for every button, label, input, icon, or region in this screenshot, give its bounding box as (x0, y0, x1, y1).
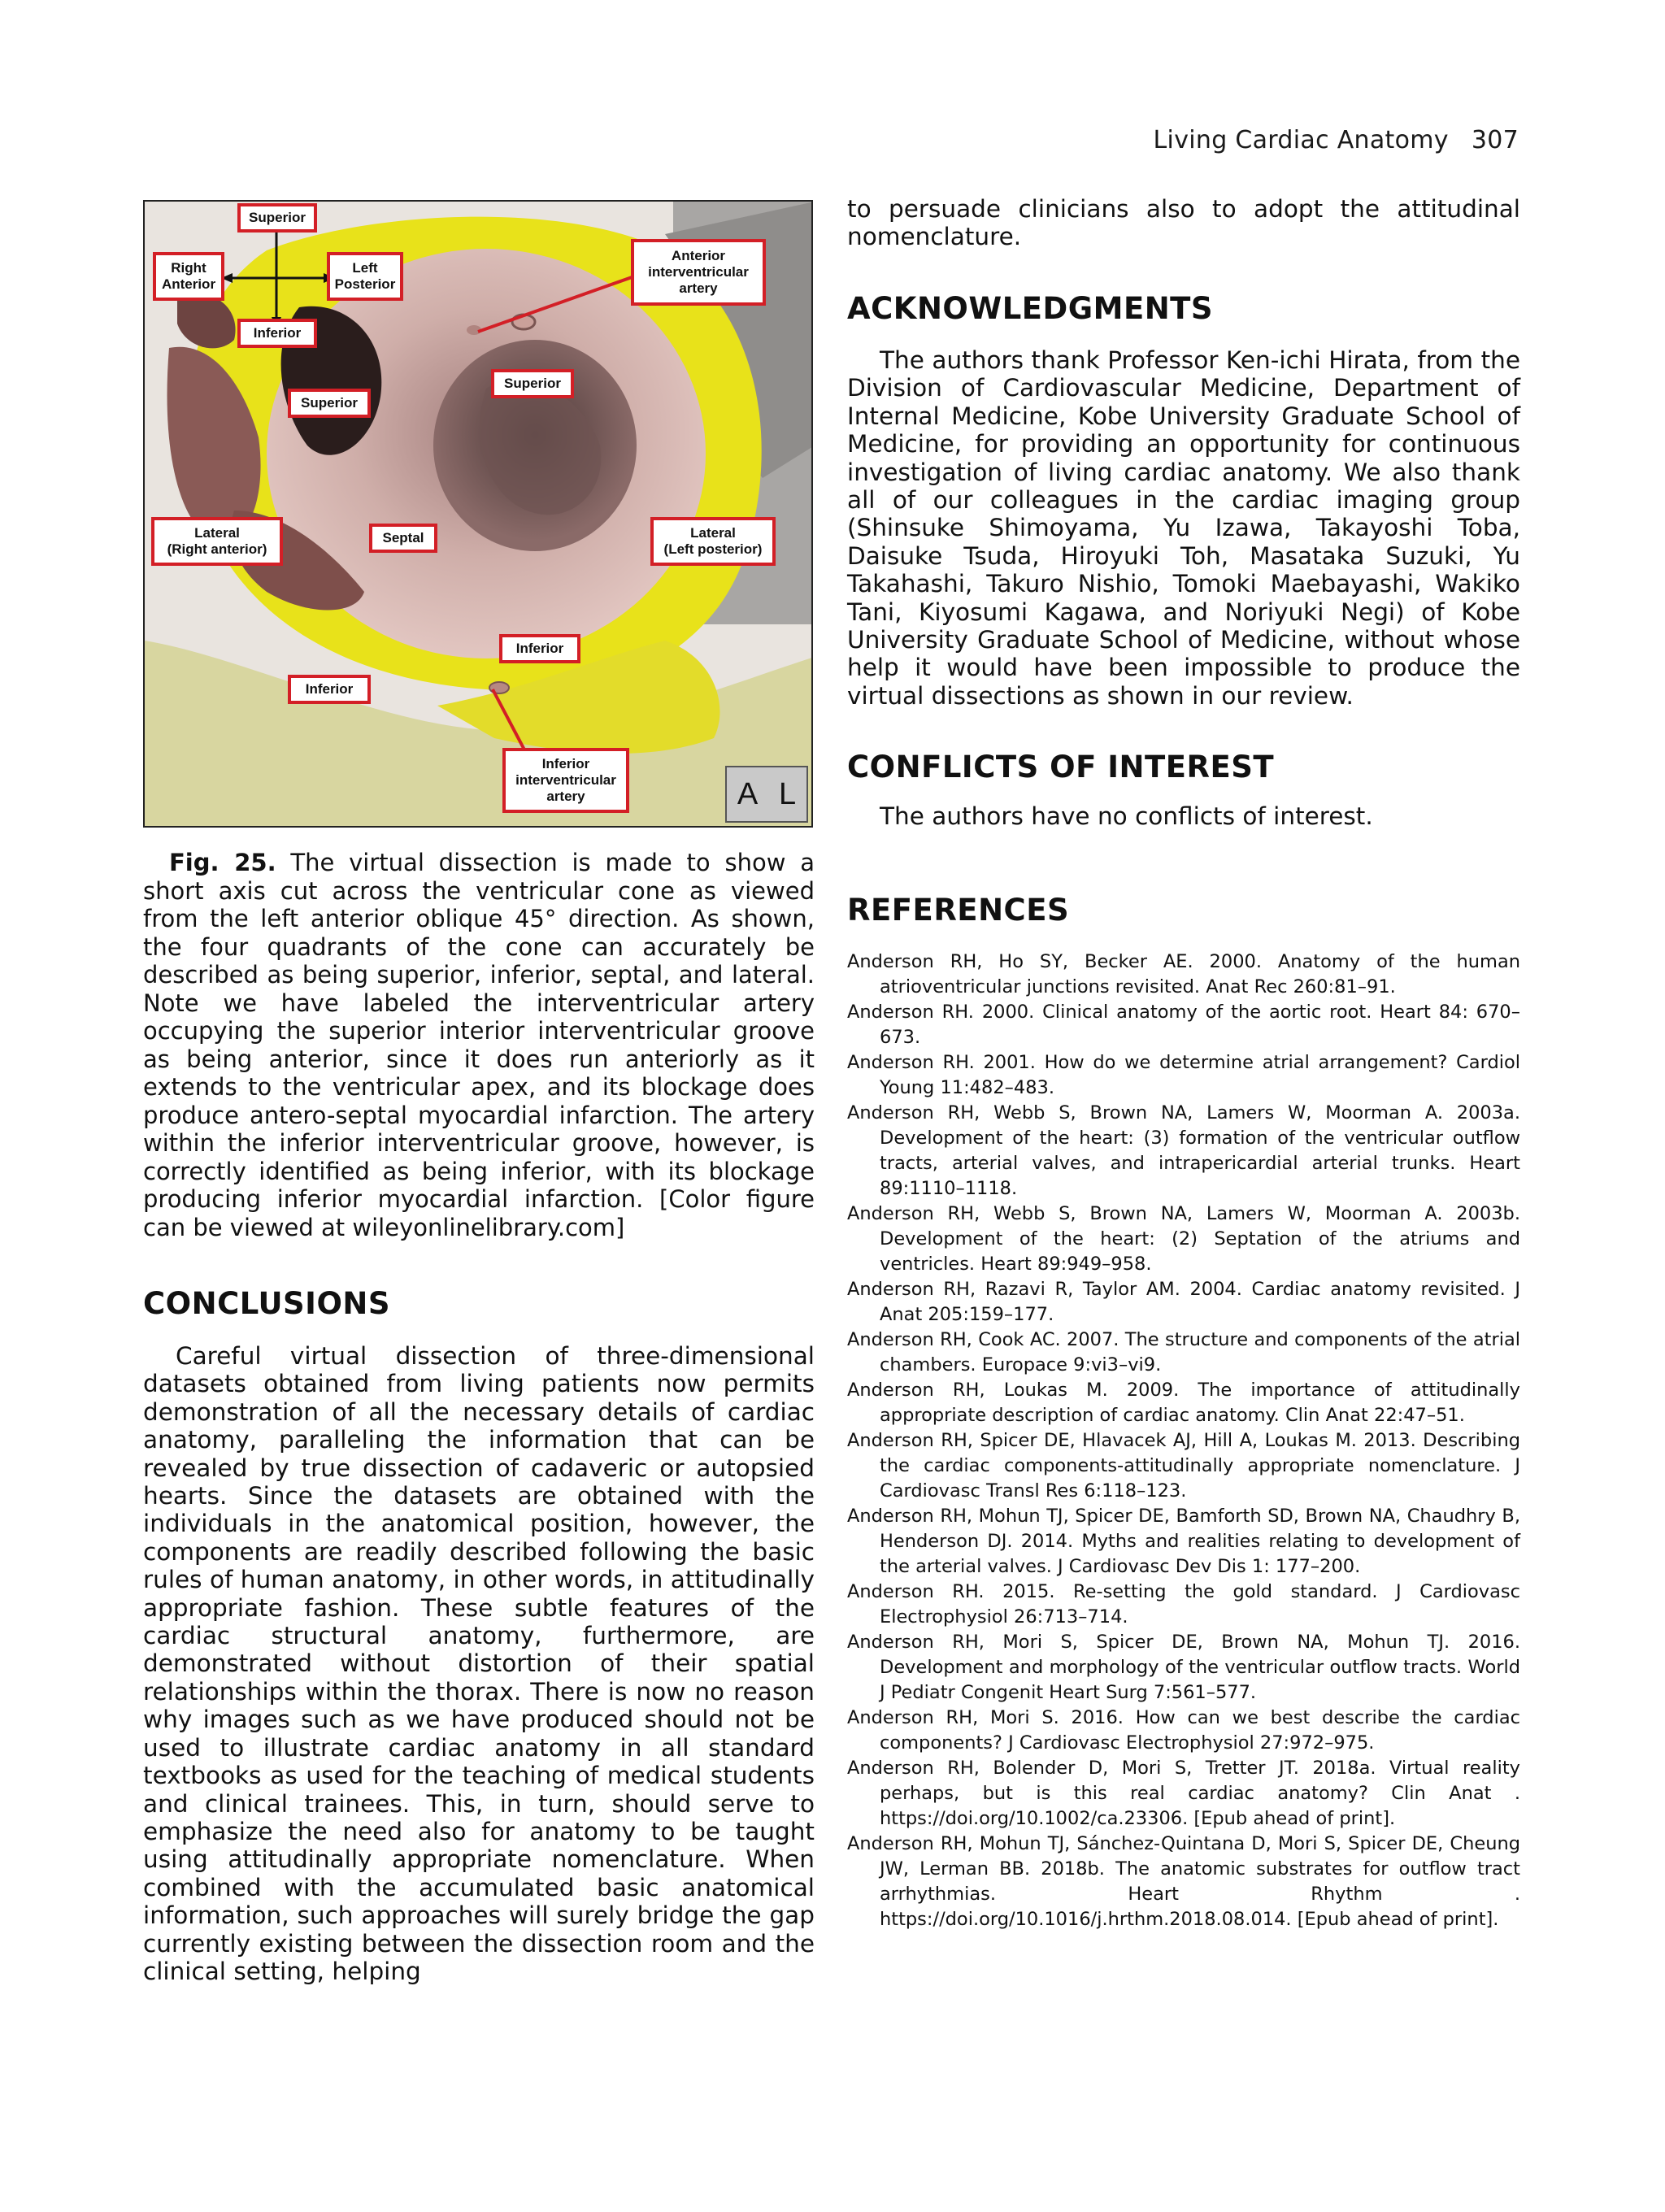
figure-caption (143, 849, 815, 1241)
reference-item: Anderson RH. 2015. Re-setting the gold standard. J Cardiovasc Electrophysiol 26:713–714. (847, 1581, 1520, 1627)
orientation-anterior: A (737, 776, 759, 811)
label-superior-compass: Superior (237, 203, 317, 232)
figure-caption-label: Fig. 25. (169, 849, 276, 876)
label-superior-mid: Superior (491, 369, 574, 398)
reference-item: Anderson RH, Mohun TJ, Spicer DE, Bamforth SD, Brown NA, Chaudhry B, Henderson DJ. 2014. Myths and realities relating to development of the arterial valves. J Cardiovasc Dev Dis 1: 177–200. (847, 1506, 1520, 1577)
reference-item: Anderson RH. 2001. How do we determine atrial arrangement? Cardiol Young 11:482–483. (847, 1052, 1520, 1098)
reference-item: Anderson RH, Razavi R, Taylor AM. 2004. Cardiac anatomy revisited. J Anat 205:159–177. (847, 1279, 1520, 1325)
references-heading: REFERENCES (847, 893, 1070, 928)
label-inferior-left: Inferior (288, 675, 371, 704)
conclusions-continuation: to persuade clinicians also to adopt the attitudinal nomenclature. (847, 195, 1520, 251)
label-lateral-left-posterior: Lateral (Left posterior) (650, 517, 776, 566)
conflicts-text: The authors have no conflicts of interest. (880, 802, 1373, 830)
acknowledgments-heading: ACKNOWLEDGMENTS (847, 291, 1214, 326)
reference-item: Anderson RH, Webb S, Brown NA, Lamers W, Moorman A. 2003a. Development of the heart: (3) formation of the ventricular outflow tracts, arterial valves, and intrapericardial arterial trunks. Heart 89:1110–1118. (847, 1102, 1520, 1199)
acknowledgments-text: The authors thank Professor Ken-ichi Hirata, from the Division of Cardiovascular Medicine, Department of Internal Medicine, Kobe University Graduate School of Medicine, for providing an opportunity for continuous investigation of living cardiac anatomy. We also thank all of our colleagues in the cardiac imaging group (Shinsuke Shimoyama, Yu Izawa, Takayoshi Toba, Daisuke Tsuda, Hiroyuki Toh, Masataka Suzuki, Yu Takahashi, Takuro Nishio, Tomoki Maebayashi, Wakiko Tani, Kiyosumi Kagawa, and Noriyuki Negi) of Kobe University Graduate School of Medicine, without whose help it would have been impossible to produce the virtual dissections as shown in our review. (847, 346, 1520, 710)
label-superior-left: Superior (288, 389, 371, 418)
reference-list (847, 950, 1520, 1932)
label-lateral-right-anterior: Lateral (Right anterior) (151, 517, 283, 566)
figure-25-image (143, 200, 813, 828)
reference-item: Anderson RH, Mori S. 2016. How can we best describe the cardiac components? J Cardiovasc Electrophysiol 27:972–975. (847, 1707, 1520, 1754)
orientation-left: L (778, 776, 797, 811)
label-anterior-interventricular-artery: Anterior interventricular artery (631, 239, 766, 306)
reference-item: Anderson RH, Webb S, Brown NA, Lamers W, Moorman A. 2003b. Development of the heart: (2) Septation of the atriums and ventricles. Heart 89:949–958. (847, 1203, 1520, 1275)
reference-item: Anderson RH, Loukas M. 2009. The importance of attitudinally appropriate description of cardiac anatomy. Clin Anat 22:47–51. (847, 1380, 1520, 1426)
reference-item: Anderson RH, Spicer DE, Hlavacek AJ, Hill A, Loukas M. 2013. Describing the cardiac components-attitudinally appropriate nomenclature. J Cardiovasc Transl Res 6:118–123. (847, 1430, 1520, 1501)
conflicts-heading: CONFLICTS OF INTEREST (847, 750, 1275, 784)
reference-item: Anderson RH, Mohun TJ, Sánchez-Quintana D, Mori S, Spicer DE, Cheung JW, Lerman BB. 2018b. The anatomic substrates for outflow tract arrhythmias. Heart Rhythm . https://doi.org/10.1016/j.hrthm.2018.08.014. [Epub ahead of print]. (847, 1833, 1520, 1930)
label-inferior-mid: Inferior (499, 634, 580, 663)
label-inferior-interventricular-artery: Inferior interventricular artery (502, 748, 629, 813)
conclusions-heading: CONCLUSIONS (143, 1286, 391, 1321)
reference-item: Anderson RH. 2000. Clinical anatomy of the aortic root. Heart 84: 670–673. (847, 1002, 1520, 1048)
conclusions-text: Careful virtual dissection of three-dimensional datasets obtained from living patients now permits demonstration of all the necessary details of cardiac anatomy, paralleling the information that can be revealed by true dissection of cadaveric or autopsied hearts. Since the datasets are obtained with the individuals in the anatomical position, however, the components are readily described following the basic rules of human anatomy, in other words, in attitudinally appropriate fashion. These subtle features of the cardiac structural anatomy, furthermore, are demonstrated without distortion of their spatial relationships within the thorax. There is now no reason why images such as we have produced should not be used to illustrate cardiac anatomy in all standard textbooks as used for the teaching of medical students and clinical trainees. This, in turn, should serve to emphasize the need also for anatomy to be taught using attitudinally appropriate nomenclature. When combined with the accumulated basic anatomical information, such approaches will surely bridge the gap currently existing between the dissection room and the clinical setting, helping (143, 1342, 815, 1985)
reference-item: Anderson RH, Bolender D, Mori S, Tretter JT. 2018a. Virtual reality perhaps, but is this real cardiac anatomy? Clin Anat . https://doi.org/10.1002/ca.23306. [Epub ahead of print]. (847, 1758, 1520, 1829)
label-inferior-compass: Inferior (237, 319, 317, 348)
running-head (1154, 126, 1519, 154)
orientation-marker (725, 766, 808, 823)
label-right-anterior: Right Anterior (153, 252, 224, 301)
figure-caption-text: The virtual dissection is made to show a short axis cut across the ventricular cone as viewed from the left anterior oblique 45° direction. As shown, the four quadrants of the cone can accurately be described as being superior, inferior, septal, and lateral. Note we have labeled the interventricular artery occupying the superior interior interventricular groove as being anterior, since it does run anteriorly as it extends to the ventricular apex, and its blockage does produce antero-septal myocardial infarction. The artery within the inferior interventricular groove, however, is correctly identified as being inferior, with its blockage producing inferior myocardial infarction. [Color figure can be viewed at wileyonlinelibrary.com] (143, 849, 815, 1241)
label-septal: Septal (369, 524, 437, 553)
journal-section-title: Living Cardiac Anatomy (1153, 126, 1449, 154)
reference-item: Anderson RH, Ho SY, Becker AE. 2000. Anatomy of the human atrioventricular junctions revisited. Anat Rec 260:81–91. (847, 951, 1520, 997)
reference-item: Anderson RH, Cook AC. 2007. The structure and components of the atrial chambers. Europace 9:vi3–vi9. (847, 1329, 1520, 1375)
page-number: 307 (1471, 126, 1519, 154)
reference-item: Anderson RH, Mori S, Spicer DE, Brown NA, Mohun TJ. 2016. Development and morphology of the ventricular outflow tracts. World J Pediatr Congenit Heart Surg 7:561–577. (847, 1632, 1520, 1703)
label-left-posterior: Left Posterior (327, 252, 403, 301)
